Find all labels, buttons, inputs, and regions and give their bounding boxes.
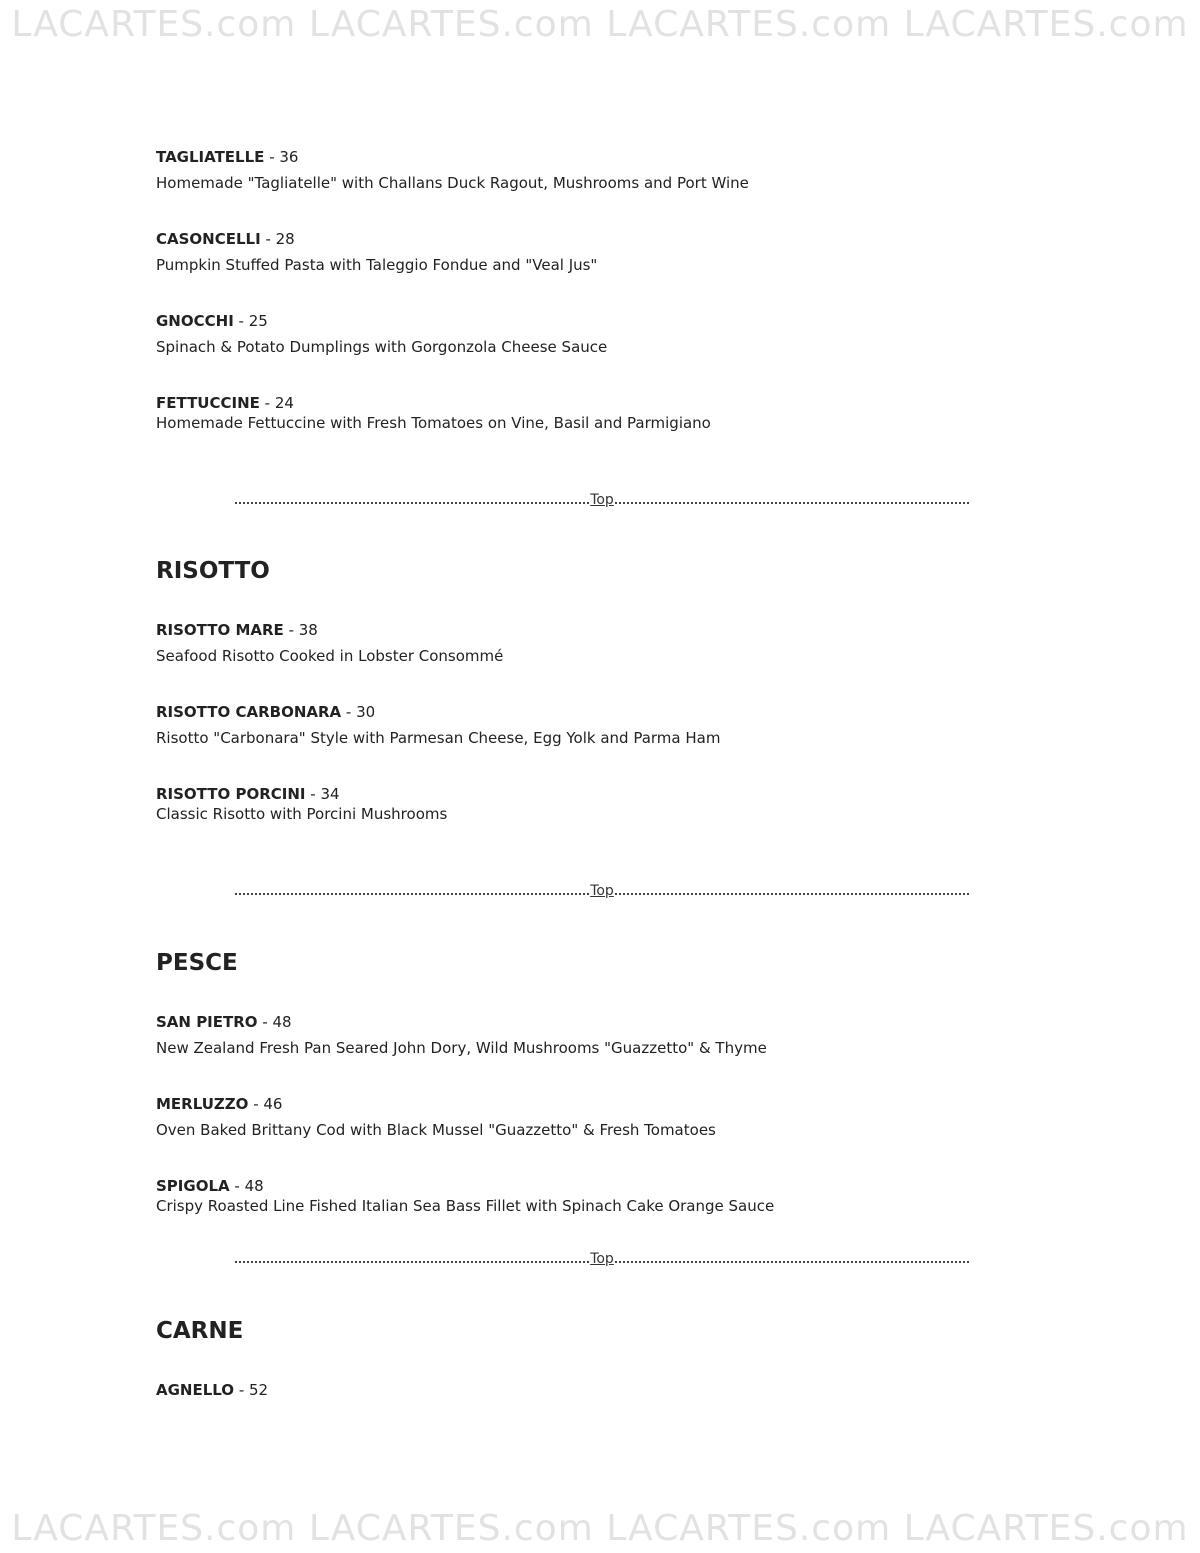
top-link-row xyxy=(235,1247,969,1267)
item-price: 24 xyxy=(274,394,294,412)
item-price: 34 xyxy=(320,785,340,803)
item-name: SPIGOLA xyxy=(156,1177,230,1195)
item-description: Oven Baked Brittany Cod with Black Mussel "Guazzetto" & Fresh Tomatoes xyxy=(156,1121,716,1139)
dotted-leader xyxy=(235,893,589,895)
top-link[interactable]: Top xyxy=(590,1251,614,1267)
item-name: RISOTTO CARBONARA xyxy=(156,703,342,721)
item-description: Classic Risotto with Porcini Mushrooms xyxy=(156,805,448,823)
top-link-row xyxy=(235,879,969,899)
menu-item-merluzzo xyxy=(156,1095,716,1139)
menu-item-san-pietro xyxy=(156,1013,767,1057)
price-separator: - xyxy=(233,312,249,330)
item-name: SAN PIETRO xyxy=(156,1013,258,1031)
menu-item-risotto-mare xyxy=(156,621,503,665)
item-name: TAGLIATELLE xyxy=(156,148,265,166)
item-price: 52 xyxy=(249,1381,269,1399)
section-heading-pesce: PESCE xyxy=(156,950,238,976)
item-name: CASONCELLI xyxy=(156,230,261,248)
dotted-leader xyxy=(615,502,969,504)
dotted-leader xyxy=(235,1261,589,1263)
section-heading-risotto: RISOTTO xyxy=(156,558,270,584)
menu-item-casoncelli xyxy=(156,230,597,274)
item-price: 46 xyxy=(263,1095,283,1113)
item-name: RISOTTO MARE xyxy=(156,621,284,639)
dotted-leader xyxy=(615,1261,969,1263)
item-description: Crispy Roasted Line Fished Italian Sea Bass Fillet with Spinach Cake Orange Sauce xyxy=(156,1197,775,1215)
price-separator: - xyxy=(248,1095,264,1113)
dotted-leader xyxy=(615,893,969,895)
price-separator: - xyxy=(305,785,321,803)
price-separator: - xyxy=(234,1381,250,1399)
menu-item-agnello xyxy=(156,1381,268,1399)
item-price: 28 xyxy=(275,230,295,248)
item-price: 25 xyxy=(248,312,268,330)
watermark-bottom: LACARTES.com LACARTES.com LACARTES.com LACARTES.com xyxy=(11,1508,1189,1549)
item-price: 36 xyxy=(279,148,299,166)
top-link[interactable]: Top xyxy=(590,492,614,508)
item-price: 48 xyxy=(272,1013,292,1031)
price-separator: - xyxy=(283,621,299,639)
menu-item-risotto-carbonara xyxy=(156,703,720,747)
item-name: RISOTTO PORCINI xyxy=(156,785,306,803)
item-description: Homemade "Tagliatelle" with Challans Duck Ragout, Mushrooms and Port Wine xyxy=(156,174,749,192)
price-separator: - xyxy=(259,394,275,412)
item-name: MERLUZZO xyxy=(156,1095,249,1113)
item-description: Pumpkin Stuffed Pasta with Taleggio Fondue and "Veal Jus" xyxy=(156,256,598,274)
top-link-row xyxy=(235,488,969,508)
menu-item-fettuccine xyxy=(156,394,711,432)
top-link[interactable]: Top xyxy=(590,883,614,899)
menu-item-gnocchi xyxy=(156,312,607,356)
price-separator: - xyxy=(257,1013,273,1031)
item-name: FETTUCCINE xyxy=(156,394,260,412)
item-price: 30 xyxy=(356,703,376,721)
item-name: GNOCCHI xyxy=(156,312,234,330)
watermark-top: LACARTES.com LACARTES.com LACARTES.com LACARTES.com xyxy=(11,4,1189,45)
item-description: New Zealand Fresh Pan Seared John Dory, Wild Mushrooms "Guazzetto" & Thyme xyxy=(156,1039,767,1057)
item-price: 38 xyxy=(298,621,318,639)
menu-item-spigola xyxy=(156,1177,774,1215)
price-separator: - xyxy=(229,1177,245,1195)
item-description: Seafood Risotto Cooked in Lobster Consommé xyxy=(156,647,504,665)
item-description: Risotto "Carbonara" Style with Parmesan Cheese, Egg Yolk and Parma Ham xyxy=(156,729,721,747)
item-name: AGNELLO xyxy=(156,1381,235,1399)
item-description: Homemade Fettuccine with Fresh Tomatoes on Vine, Basil and Parmigiano xyxy=(156,414,711,432)
item-description: Spinach & Potato Dumplings with Gorgonzola Cheese Sauce xyxy=(156,338,608,356)
price-separator: - xyxy=(260,230,276,248)
menu-item-risotto-porcini xyxy=(156,785,447,823)
price-separator: - xyxy=(264,148,280,166)
dotted-leader xyxy=(235,502,589,504)
item-price: 48 xyxy=(244,1177,264,1195)
price-separator: - xyxy=(341,703,357,721)
menu-item-tagliatelle xyxy=(156,148,749,192)
section-heading-carne: CARNE xyxy=(156,1318,244,1344)
